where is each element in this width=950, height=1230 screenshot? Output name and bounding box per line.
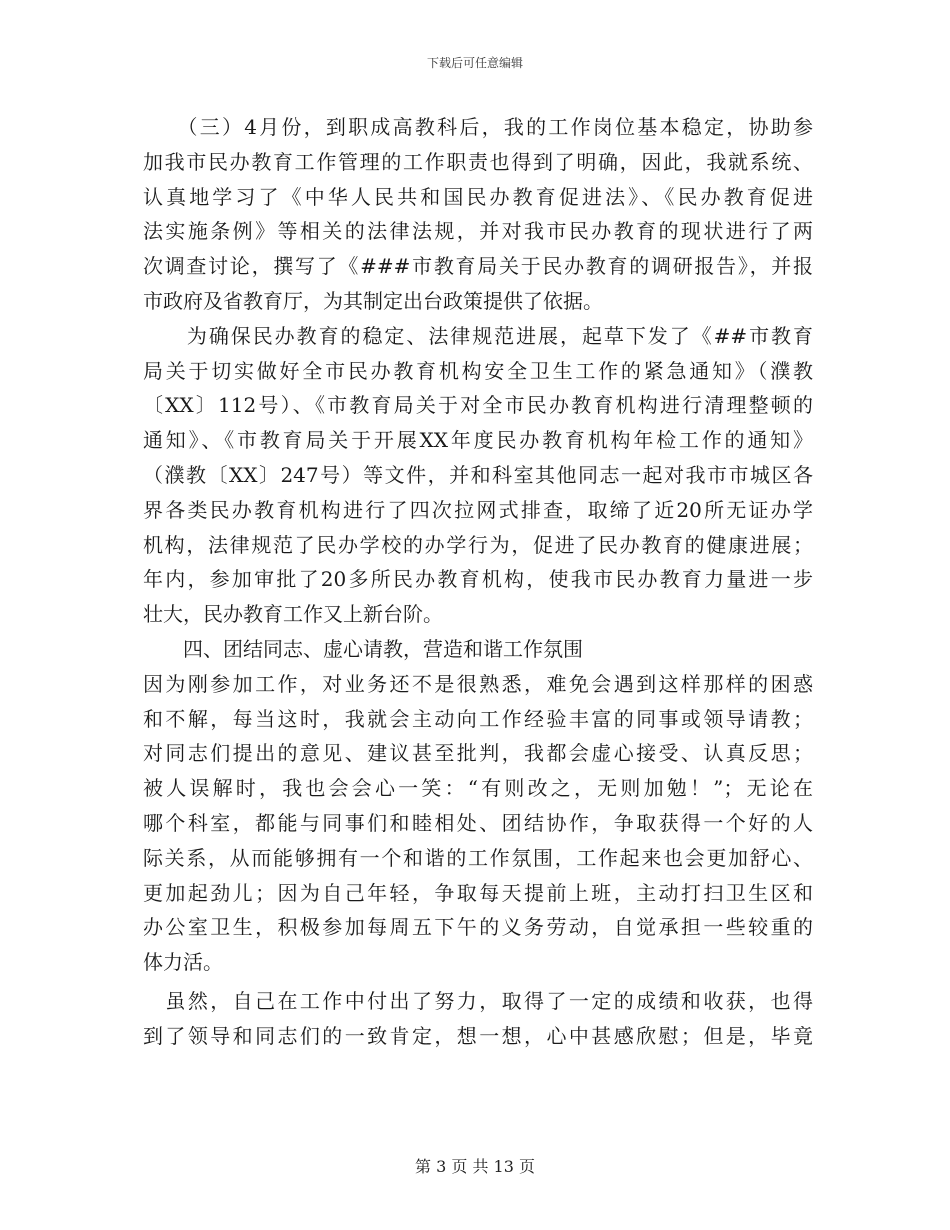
text-line: 更加起劲儿；因为自己年轻，争取每天提前上班，主动打扫卫生区和 (143, 880, 813, 905)
text-line: （三）4月份，到职成高教科后，我的工作岗位基本稳定，协助参 (143, 115, 813, 139)
text-line: （濮教〔XX〕247号）等文件，并和科室其他同志一起对我市市城区各 (143, 462, 813, 487)
text-line: 体力活。 (143, 950, 223, 975)
paragraph-3 (143, 667, 813, 980)
text-line: 次调查讨论，撰写了《###市教育局关于民办教育的调研报告》，并报 (143, 254, 813, 279)
document-body (143, 110, 813, 1054)
text-line: 市政府及省教育厅，为其制定出台政策提供了依据。 (143, 288, 603, 313)
text-line: 到了领导和同志们的一致肯定，想一想，心中甚感欣慰；但是，毕竟 (143, 1023, 813, 1048)
text-line: 为确保民办教育的稳定、法律规范进展，起草下发了《##市教育 (143, 323, 813, 348)
text-line: 局关于切实做好全市民办教育机构安全卫生工作的紧急通知》（濮教 (143, 358, 813, 383)
text-line: 被人误解时，我也会会心一笑：“有则改之，无则加勉！”；无论在 (143, 776, 813, 801)
text-line: 因为刚参加工作，对业务还不是很熟悉，难免会遇到这样那样的困惑 (143, 671, 813, 696)
heading-line: 四、团结同志、虚心请教，营造和谐工作氛围 (143, 636, 583, 661)
paragraph-1 (143, 110, 813, 319)
section-heading (143, 632, 813, 667)
text-line: 加我市民办教育工作管理的工作职责也得到了明确，因此，我就系统、 (143, 149, 813, 174)
text-line: 际关系，从而能够拥有一个和谐的工作氛围，工作起来也会更加舒心、 (143, 845, 813, 870)
text-line: 虽然，自己在工作中付出了努力，取得了一定的成绩和收获，也得 (143, 988, 813, 1013)
text-line: 通知》、《市教育局关于开展XX年度民办教育机构年检工作的通知》 (143, 428, 813, 453)
text-line: 机构，法律规范了民办学校的办学行为，促进了民办教育的健康进展； (143, 532, 813, 557)
text-line: 界各类民办教育机构进行了四次拉网式排查，取缔了近20所无证办学 (143, 497, 813, 522)
text-line: 法实施条例》等相关的法律法规，并对我市民办教育的现状进行了两 (143, 219, 813, 244)
page-header: 下载后可任意编辑 (426, 56, 523, 70)
text-line: 哪个科室，都能与同事们和睦相处、团结协作，争取获得一个好的人 (143, 810, 813, 835)
text-line: 壮大，民办教育工作又上新台阶。 (143, 602, 443, 627)
text-line: 对同志们提出的意见、建议甚至批判，我都会虚心接受、认真反思； (143, 741, 813, 766)
text-line: 认真地学习了《中华人民共和国民办教育促进法》、《民办教育促进 (143, 184, 813, 209)
paragraph-2 (143, 319, 813, 632)
text-line: 办公室卫生，积极参加每周五下午的义务劳动，自觉承担一些较重的 (143, 915, 813, 940)
page-footer: 第 3 页 共 13 页 (415, 1157, 535, 1176)
text-line: 〔XX〕112号）、《市教育局关于对全市民办教育机构进行清理整顿的 (143, 393, 813, 418)
text-line: 和不解，每当这时，我就会主动向工作经验丰富的同事或领导请教； (143, 706, 813, 731)
text-line: 年内，参加审批了20多所民办教育机构，使我市民办教育力量进一步 (143, 567, 813, 592)
paragraph-4 (143, 984, 813, 1054)
